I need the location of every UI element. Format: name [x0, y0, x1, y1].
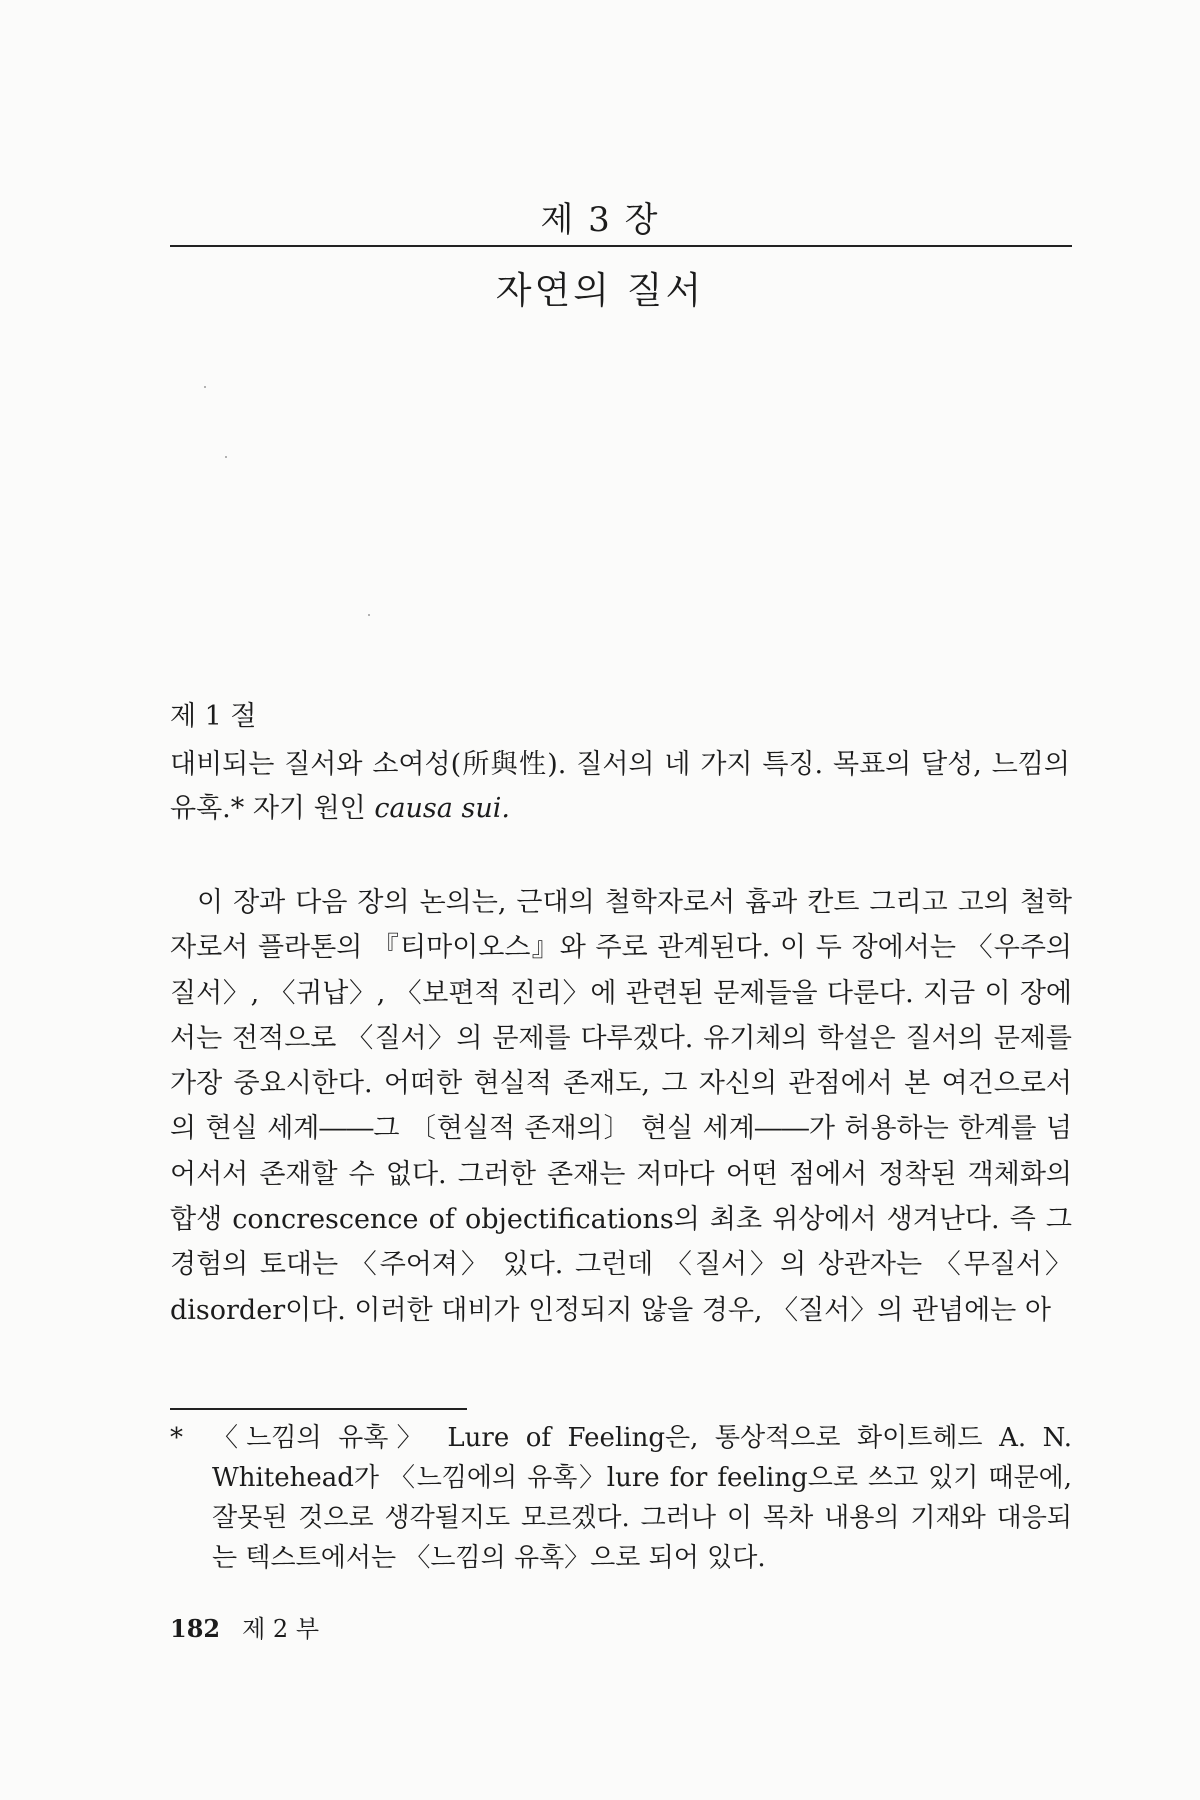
section-1	[170, 697, 1070, 831]
section-summary-latin-term: causa sui.	[374, 793, 510, 824]
section-heading: 제 1 절	[170, 701, 257, 732]
body-paragraph: 이 장과 다음 장의 논의는, 근대의 철학자로서 흄과 칸트 그리고 고의 철학자로서 플라톤의 『티마이오스』와 주로 관계된다. 이 두 장에서는 〈우주의 질서〉, 〈귀납〉, 〈보편적 진리〉에 관련된 문제들을 다룬다. 지금 이 장에서는 전적으로 〈질서〉의 문제를 다루겠다. 유기체의 학설은 질서의 문제를 가장 중요시한다. 어떠한 현실적 존재도, 그 자신의 관점에서 본 여건으로서의 현실 세계――그 〔현실적 존재의〕 현실 세계――가 허용하는 한계를 넘어서서 존재할 수 없다. 그러한 존재는 저마다 어떤 점에서 정착된 객체화의 합생 concrescence of objectifications의 최초 위상에서 생겨난다. 즉 그 경험의 토대는 〈주어져〉 있다. 그런데 〈질서〉의 상관자는 〈무질서〉 disorder이다. 이러한 대비가 인정되지 않을 경우, 〈질서〉의 관념에는 아	[170, 887, 1072, 1326]
page-number: 182	[170, 1614, 221, 1643]
footnote-text: 〈느낌의 유혹〉 Lure of Feeling은, 통상적으로 화이트헤드 A. N. Whitehead가 〈느낌에의 유혹〉lure for feeling으로 쓰고 있기 때문에, 잘못된 것으로 생각될지도 모르겠다. 그러나 이 목차 내용의 기재와 대응되는 텍스트에서는 〈느낌의 유혹〉으로 되어 있다.	[212, 1423, 1072, 1573]
chapter-number: 제 3 장	[540, 200, 660, 240]
paper-speck	[204, 386, 206, 388]
footnote-asterisk: *	[170, 1423, 183, 1453]
paper-speck	[368, 614, 370, 616]
chapter-title: 자연의 질서	[495, 269, 705, 312]
section-summary-text: 대비되는 질서와 소여성(所與性). 질서의 네 가지 특징. 목표의 달성, 느낌의 유혹.* 자기 원인	[170, 749, 1070, 824]
page-footer	[170, 1614, 319, 1644]
footnote	[170, 1418, 1072, 1578]
chapter-divider	[170, 245, 1072, 247]
paper-speck	[225, 456, 227, 458]
section-summary	[170, 743, 1070, 831]
part-label: 제 2 부	[242, 1615, 320, 1643]
footnote-divider	[170, 1408, 467, 1410]
